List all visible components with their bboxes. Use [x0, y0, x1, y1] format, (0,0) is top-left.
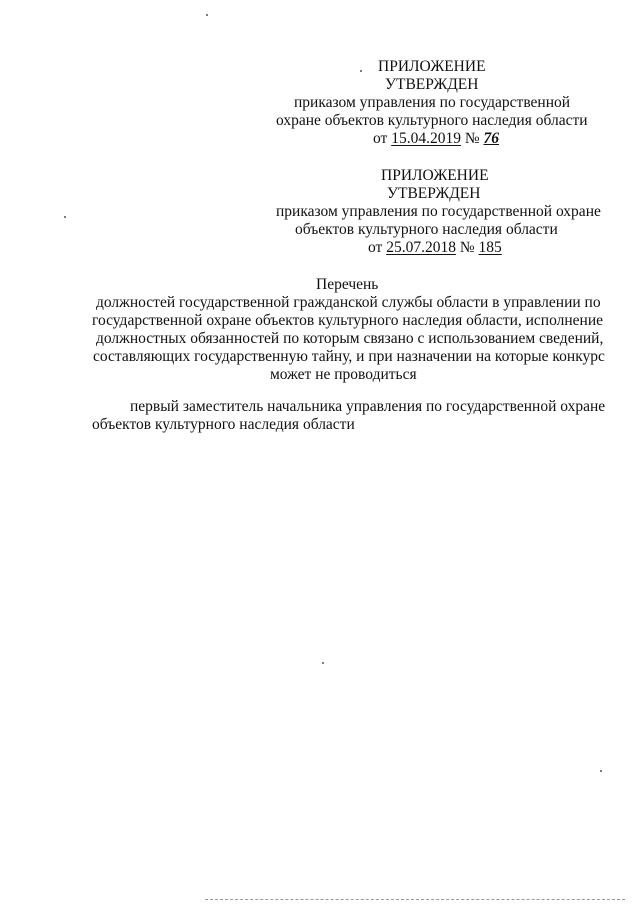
order-line-1: приказом управления по государственной — [294, 94, 571, 111]
order-number: 76 — [483, 130, 499, 147]
approved-label: УТВЕРЖДЕН — [385, 76, 479, 93]
scan-speck — [64, 216, 66, 218]
position-item: объектов культурного наследия области — [92, 416, 355, 433]
number-sign: № — [459, 239, 475, 256]
date-prefix: от — [373, 130, 388, 147]
description-line: государственной охране объектов культурного наследия области, исполнение — [92, 312, 604, 329]
scan-edge-line — [205, 899, 625, 900]
description-line: может не проводиться — [270, 366, 417, 383]
order-number: 185 — [478, 239, 502, 256]
description-line: должностей государственной гражданской службы области в управлении по — [96, 294, 601, 311]
order-date-line — [373, 130, 499, 148]
order-line-1: приказом управления по государственной охране — [276, 203, 601, 220]
order-line-2: охране объектов культурного наследия области — [276, 112, 588, 129]
scan-speck — [206, 14, 208, 16]
description-line: должностных обязанностей по которым связано с использованием сведений, — [96, 330, 604, 347]
list-heading: Перечень — [316, 276, 379, 293]
position-item: первый заместитель начальника управления по государственной охране — [130, 398, 606, 415]
order-line-2: объектов культурного наследия области — [295, 221, 558, 238]
order-date-line — [368, 239, 502, 257]
scan-speck — [360, 70, 362, 72]
number-sign: № — [464, 130, 480, 147]
description-line: составляющих государственную тайну, и при назначении на которые конкурс — [93, 348, 605, 365]
appendix-title: ПРИЛОЖЕНИЕ — [381, 167, 489, 184]
scan-speck — [600, 770, 602, 772]
date-prefix: от — [368, 239, 383, 256]
scan-speck — [322, 662, 324, 664]
order-date: 15.04.2019 — [391, 130, 461, 147]
order-date: 25.07.2018 — [386, 239, 456, 256]
appendix-title: ПРИЛОЖЕНИЕ — [378, 58, 486, 75]
approved-label: УТВЕРЖДЕН — [387, 185, 481, 202]
